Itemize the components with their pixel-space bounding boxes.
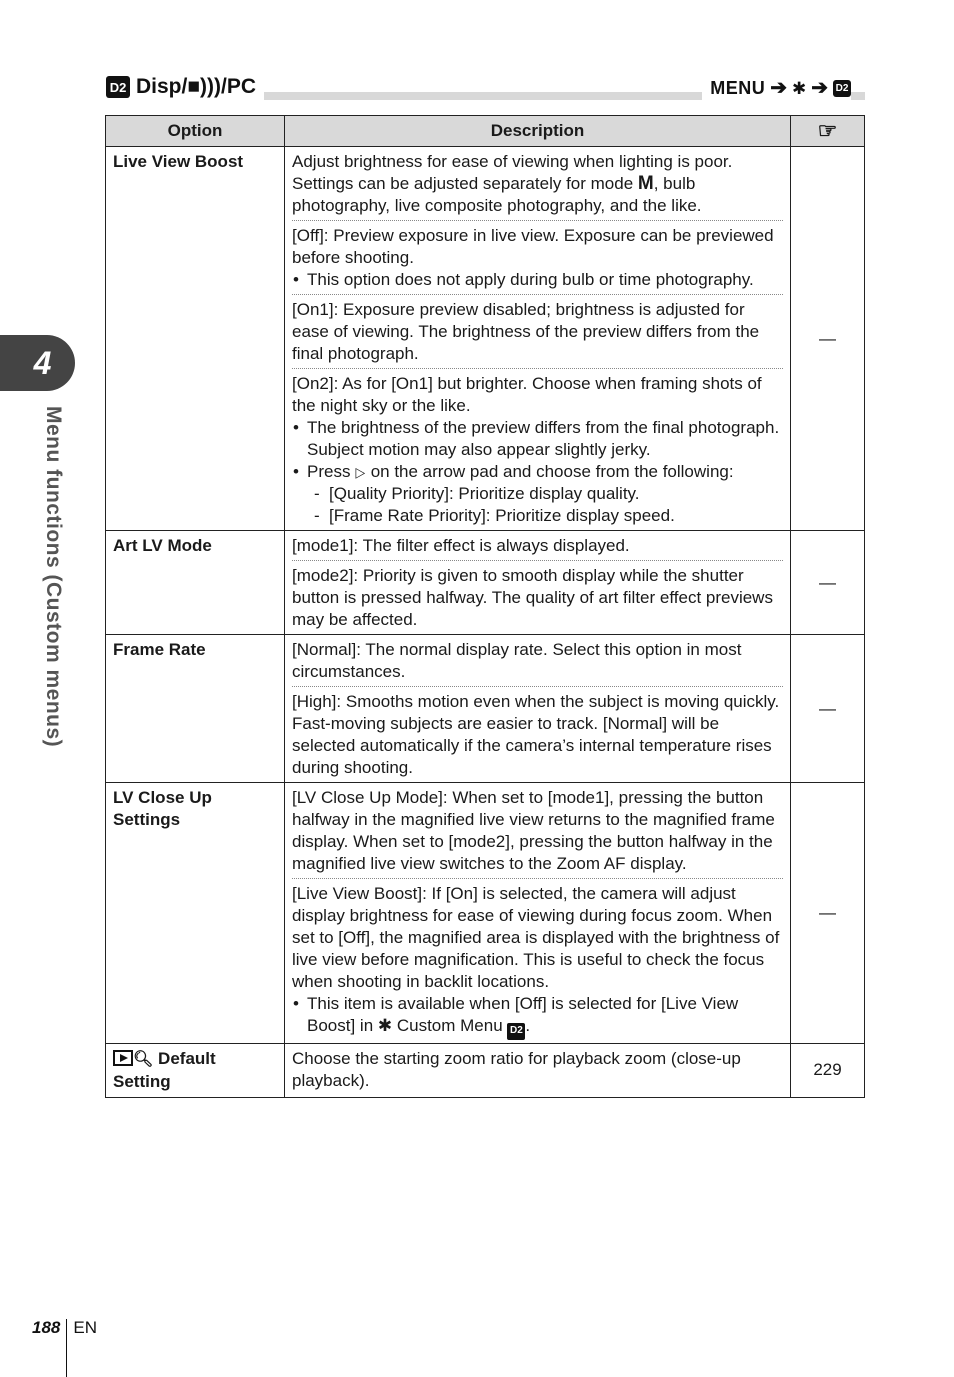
bullet-item: • The brightness of the preview differs from the final photograph. Subject motion may also appear slightly jerky.: [292, 417, 783, 461]
description-paragraph: [292, 147, 783, 220]
chapter-title: Menu functions (Custom menus): [42, 406, 65, 748]
sub-item: - [Frame Rate Priority]: Prioritize display speed.: [292, 505, 783, 527]
table-header-row: [106, 116, 865, 147]
description-paragraph: [High]: Smooths motion even when the subject is moving quickly. Fast-moving subjects are easier to track. [Normal] will be selected automatically if the camera’s internal temperature rises during shooting.: [292, 686, 783, 782]
text: .: [525, 1016, 531, 1035]
gear-icon: ✱: [377, 1016, 393, 1035]
description-paragraph: Choose the starting zoom ratio for playback zoom (close-up playback).: [292, 1048, 741, 1090]
bullet-item: • This option does not apply during bulb or time photography.: [292, 269, 783, 291]
description-paragraph: [LV Close Up Mode]: When set to [mode1], pressing the button halfway in the magnified live view returns to the magnified frame display. When set to [mode2], pressing the button halfway in the magnified live view switches to the Zoom AF display.: [292, 788, 775, 873]
option-name: LV Close Up Settings: [106, 783, 285, 1044]
gear-icon: ✱: [791, 78, 807, 98]
chapter-tab: [0, 335, 75, 391]
text: Custom Menu: [392, 1016, 508, 1035]
description-paragraph: [On1]: Exposure preview disabled; brightness is adjusted for ease of viewing. The brightness of the preview differs from the final photograph.: [292, 294, 783, 368]
text: Press: [307, 462, 356, 481]
table-row: [106, 783, 865, 1044]
arrow-right-icon: ➔: [770, 77, 787, 99]
mode-m-icon: M: [637, 173, 654, 194]
option-name: [106, 1043, 285, 1097]
description-paragraph: [mode2]: Priority is given to smooth display while the shutter button is pressed halfway. The quality of art filter effect previews may be affected.: [292, 560, 783, 634]
page-number: 188: [32, 1318, 61, 1337]
page-footer: [32, 1299, 97, 1357]
d2-badge-icon: D2: [507, 1023, 525, 1040]
col-header-reference-icon: ☞: [791, 116, 865, 147]
arrow-right-icon: ➔: [811, 77, 828, 99]
d2-badge-icon: D2: [833, 80, 851, 97]
menu-path: [702, 76, 851, 100]
playback-icon: [113, 1050, 133, 1066]
text: , bulb photography, live composite photography, and the like.: [292, 174, 702, 215]
col-header-description: Description: [285, 116, 791, 147]
col-header-option: Option: [106, 116, 285, 147]
arrow-pad-right-icon: ▷: [355, 464, 366, 480]
section-title-group: [106, 74, 264, 100]
option-description: [285, 147, 791, 531]
section-title: Disp/■)))/PC: [136, 75, 257, 98]
option-name: Live View Boost: [106, 147, 285, 531]
table-row: [106, 1043, 865, 1097]
reference-page: —: [791, 783, 865, 1044]
language-code: EN: [73, 1318, 97, 1337]
sub-item: - [Quality Priority]: Prioritize display quality.: [292, 483, 783, 505]
option-name: Art LV Mode: [106, 531, 285, 635]
description-paragraph: [292, 220, 783, 294]
text: This item is available when [Off] is selected for [Live View Boost] in: [307, 994, 739, 1035]
options-table: [105, 115, 865, 1098]
table-row: [106, 147, 865, 531]
option-description: [285, 531, 791, 635]
bullet-item: [292, 993, 783, 1040]
text: Adjust brightness for ease of viewing when lighting is poor. Settings can be adjusted separately for mode: [292, 152, 733, 193]
option-name: Frame Rate: [106, 635, 285, 783]
option-description: [285, 783, 791, 1044]
option-description: [285, 1043, 791, 1097]
table-row: [106, 635, 865, 783]
menu-path-menu: MENU: [710, 77, 766, 98]
description-paragraph: [292, 878, 783, 1043]
reference-page: —: [791, 531, 865, 635]
description-paragraph: [Normal]: The normal display rate. Select this option in most circumstances.: [292, 640, 742, 681]
description-paragraph: [292, 368, 783, 530]
text: on the arrow pad and choose from the following:: [365, 462, 734, 481]
text: Default Setting: [113, 1048, 216, 1091]
section-header: [106, 74, 865, 100]
reference-page: 229: [791, 1043, 865, 1097]
option-description: [285, 635, 791, 783]
footer-divider: [66, 1319, 67, 1377]
magnify-icon: 🔍︎: [133, 1050, 154, 1068]
text: [Live View Boost]: If [On] is selected, the camera will adjust display brightness for ease of viewing during focus zoom. When set to [Off], the magnified area is displayed with the brightness of live view before magnification. This is useful to check the focus when shooting in backlit locations.: [292, 884, 780, 991]
text: [On2]: As for [On1] but brighter. Choose when framing shots of the night sky or the like.: [292, 374, 762, 415]
reference-page: —: [791, 635, 865, 783]
reference-page: —: [791, 147, 865, 531]
d2-badge-icon: D2: [106, 76, 130, 98]
description-paragraph: [mode1]: The filter effect is always displayed.: [292, 536, 630, 555]
text: [Off]: Preview exposure in live view. Exposure can be previewed before shooting.: [292, 226, 774, 267]
table-row: [106, 531, 865, 635]
chapter-number: 4: [33, 344, 52, 381]
bullet-item: [292, 461, 783, 483]
